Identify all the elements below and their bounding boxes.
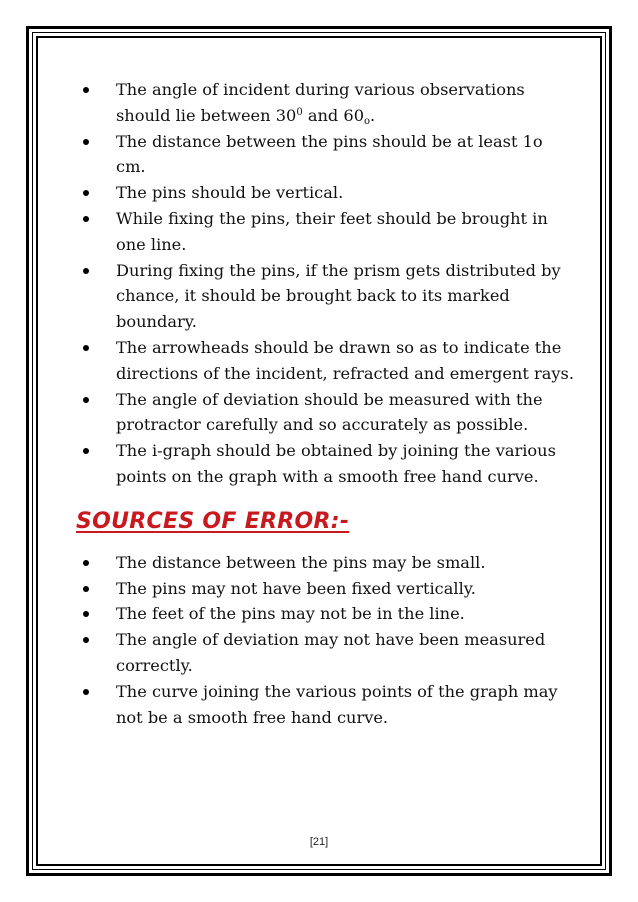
item-text: and 60 <box>302 105 365 125</box>
list-item: During fixing the pins, if the prism gets distributed by chance, it should be brought back to its marked boundary. <box>76 258 576 335</box>
list-item: The curve joining the various points of the graph may not be a smooth free hand curve. <box>76 679 576 731</box>
section-heading: SOURCES OF ERROR:- <box>76 508 350 534</box>
list-item: The distance between the pins should be at least 1o cm. <box>76 129 576 181</box>
list-item: The pins may not have been fixed vertically. <box>76 576 576 602</box>
item-text: . <box>370 105 376 125</box>
list-item: The angle of deviation may not have been measured correctly. <box>76 627 576 679</box>
list-item: The i-graph should be obtained by joining the various points on the graph with a smooth free hand curve. <box>76 438 576 490</box>
item-text: The angle of incident during various observations should lie between 30 <box>116 80 525 125</box>
list-item: The distance between the pins may be small. <box>76 550 576 576</box>
page-number: [21] <box>309 836 329 848</box>
list-item: The arrowheads should be drawn so as to indicate the directions of the incident, refracted and emergent rays. <box>76 335 576 387</box>
precautions-list <box>76 77 576 490</box>
superscript: 0 <box>296 106 303 118</box>
list-item <box>76 77 576 129</box>
list-item: The angle of deviation should be measured with the protractor carefully and so accurately as possible. <box>76 387 576 439</box>
subscript: o <box>364 115 371 127</box>
list-item: The feet of the pins may not be in the line. <box>76 601 576 627</box>
page-content <box>76 77 576 730</box>
sources-of-error-list <box>76 550 576 731</box>
list-item: The pins should be vertical. <box>76 180 576 206</box>
list-item: While fixing the pins, their feet should be brought in one line. <box>76 206 576 258</box>
